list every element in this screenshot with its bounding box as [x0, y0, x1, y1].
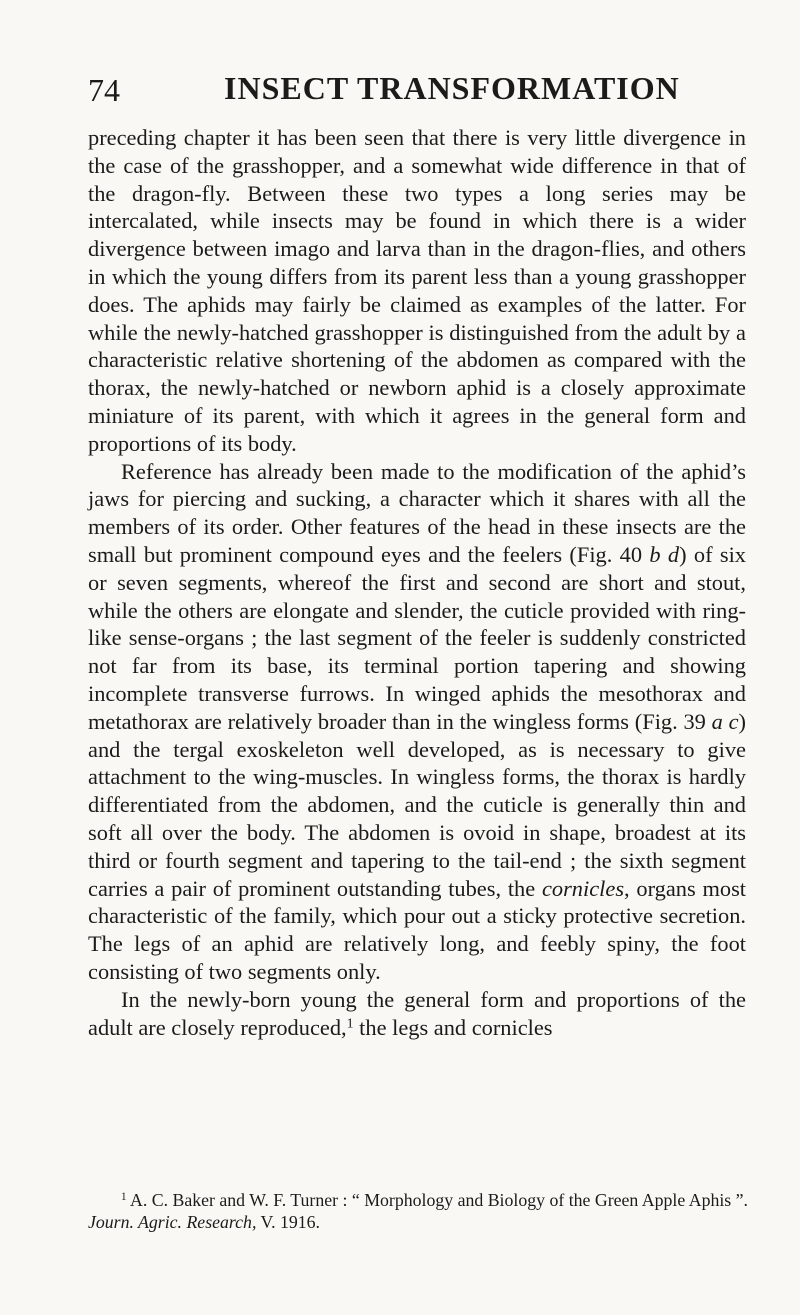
paragraph: In the newly-born young the general form and proportions of the adult are closely reproduced,$^1$ the legs and cornicles [88, 986, 746, 1040]
footnote-marker: 1 [121, 1190, 127, 1203]
term-cornicles: cornicles [541, 875, 625, 901]
footnote [88, 1189, 748, 1233]
page-header [88, 70, 748, 110]
footnote-reference: 1 [346, 1015, 354, 1031]
footnote-text: $^1$ A. C. Baker and W. F. Turner : “ Morphology and Biology of the Green Apple Aphis ”. Journ. Agric. Research, V. 1916. [88, 1190, 748, 1232]
body-text [88, 124, 746, 1041]
journal-title: Journ. Agric. Research, [88, 1212, 257, 1232]
paragraph: preceding chapter it has been seen that there is very little divergence in the case of the grasshopper, and a somewhat wide difference in that of the dragon-fly. Between these two types a long series may be intercalated, while insects may be found in which there is a wider divergence between imago and larva than in the dragon-flies, and others in which the young differs from its parent less than a young grasshopper does. The aphids may fairly be claimed as examples of the latter. For while the newly-hatched grasshopper is distinguished from the adult by a characteristic relative shortening of the abdomen as compared with the thorax, the newly-hatched or newborn aphid is a closely approximate miniature of its parent, with which it agrees in the general form and proportions of its body. [88, 125, 746, 456]
running-title: INSECT TRANSFORMATION [224, 70, 680, 106]
page-number: 74 [88, 72, 120, 108]
paragraph: Reference has already been made to the modification of the aphid’s jaws for piercing and sucking, a character which it shares with all the members of its order. Other features of the head in these insects are the small but prominent compound eyes and the feelers (Fig. 40 b d) of six or seven segments, whereof the first and second are short and stout, while the others are elongate and slender, the cuticle provided with ring-like sense-organs ; the last segment of the feeler is suddenly constricted not far from its base, its terminal portion tapering and showing incomplete transverse furrows. In winged aphids the mesothorax and metathorax are relatively broader than in the wingless forms (Fig. 39 a c) and the tergal exoskeleton well developed, as is necessary to give attachment to the wing-muscles. In wingless forms, the thorax is hardly differentiated from the abdomen, and the cuticle is generally thin and soft all over the body. The abdomen is ovoid in shape, broadest at its third or fourth segment and tapering to the tail-end ; the sixth segment carries a pair of prominent outstanding tubes, the cornicles, organs most characteristic of the family, which pour out a sticky protective secretion. The legs of an aphid are relatively long, and feebly spiny, the foot consisting of two segments only. [88, 458, 747, 984]
